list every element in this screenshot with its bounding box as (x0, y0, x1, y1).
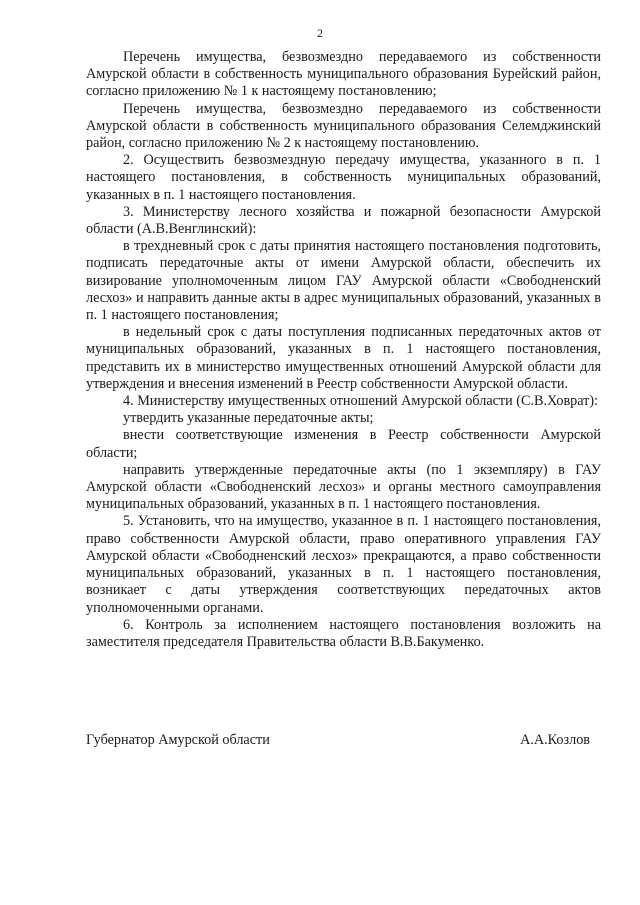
signature-name: А.А.Козлов (520, 732, 590, 748)
page-number: 2 (317, 26, 323, 40)
signature-title: Губернатор Амурской области (86, 732, 270, 748)
paragraph-clause-4-item-3: направить утвержденные передаточные акты (по 1 экземпляру) в ГАУ Амурской области «Свободненский лесхоз» и органы местного самоуправления муниципальных образований, указанных в п. 1 настоящего постановления. (86, 461, 601, 513)
paragraph-clause-4-item-1: утвердить указанные передаточные акты; (123, 410, 374, 427)
paragraph-clause-3: 3. Министерству лесного хозяйства и пожарной безопасности Амурской области (А.В.Венглинский): (86, 203, 601, 238)
paragraph-clause-5: 5. Установить, что на имущество, указанное в п. 1 настоящего постановления, право собственности Амурской области, право оперативного управления ГАУ Амурской области «Свободненский лесхоз» прекращаются, а право собственности муниципальных образований, указанных в п. 1 настоящего постановления, возникает с даты утверждения соответствующих передаточных актов уполномоченными органами. (86, 513, 601, 616)
paragraph-property-list-selemdzha: Перечень имущества, безвозмездно передаваемого из собственности Амурской области в собственность муниципального образования Селемджинский район, согласно приложению № 2 к настоящему постановлению. (86, 100, 601, 152)
paragraph-clause-6: 6. Контроль за исполнением настоящего постановления возложить на заместителя председателя Правительства области В.В.Бакуменко. (86, 616, 601, 650)
paragraph-clause-2: 2. Осуществить безвозмездную передачу имущества, указанного в п. 1 настоящего постановления, в собственность муниципальных образований, указанных в п. 1 настоящего постановления. (86, 152, 601, 203)
paragraph-clause-3-item-2: в недельный срок с даты поступления подписанных передаточных актов от муниципальных образований, указанных в п. 1 настоящего постановления, представить их в министерство имущественных отношений Амурской области для утверждения и внесения изменений в Реестр собственности Амурской области. (86, 324, 601, 392)
paragraph-property-list-bureya: Перечень имущества, безвозмездно передаваемого из собственности Амурской области в собственность муниципального образования Бурейский район, согласно приложению № 1 к настоящему постановлению; (86, 49, 601, 100)
paragraph-clause-4: 4. Министерству имущественных отношений Амурской области (С.В.Ховрат): (123, 393, 599, 410)
document-body (86, 49, 601, 651)
paragraph-clause-4-item-2: внести соответствующие изменения в Реестр собственности Амурской области; (86, 427, 601, 461)
paragraph-clause-3-item-1: в трехдневный срок с даты принятия настоящего постановления подготовить, подписать передаточные акты от имени Амурской области, обеспечить их визирование уполномоченным лицом ГАУ Амурской области «Свободненский лесхоз» и направить данные акты в адрес муниципальных образований, указанных в п. 1 настоящего постановления; (86, 238, 601, 324)
